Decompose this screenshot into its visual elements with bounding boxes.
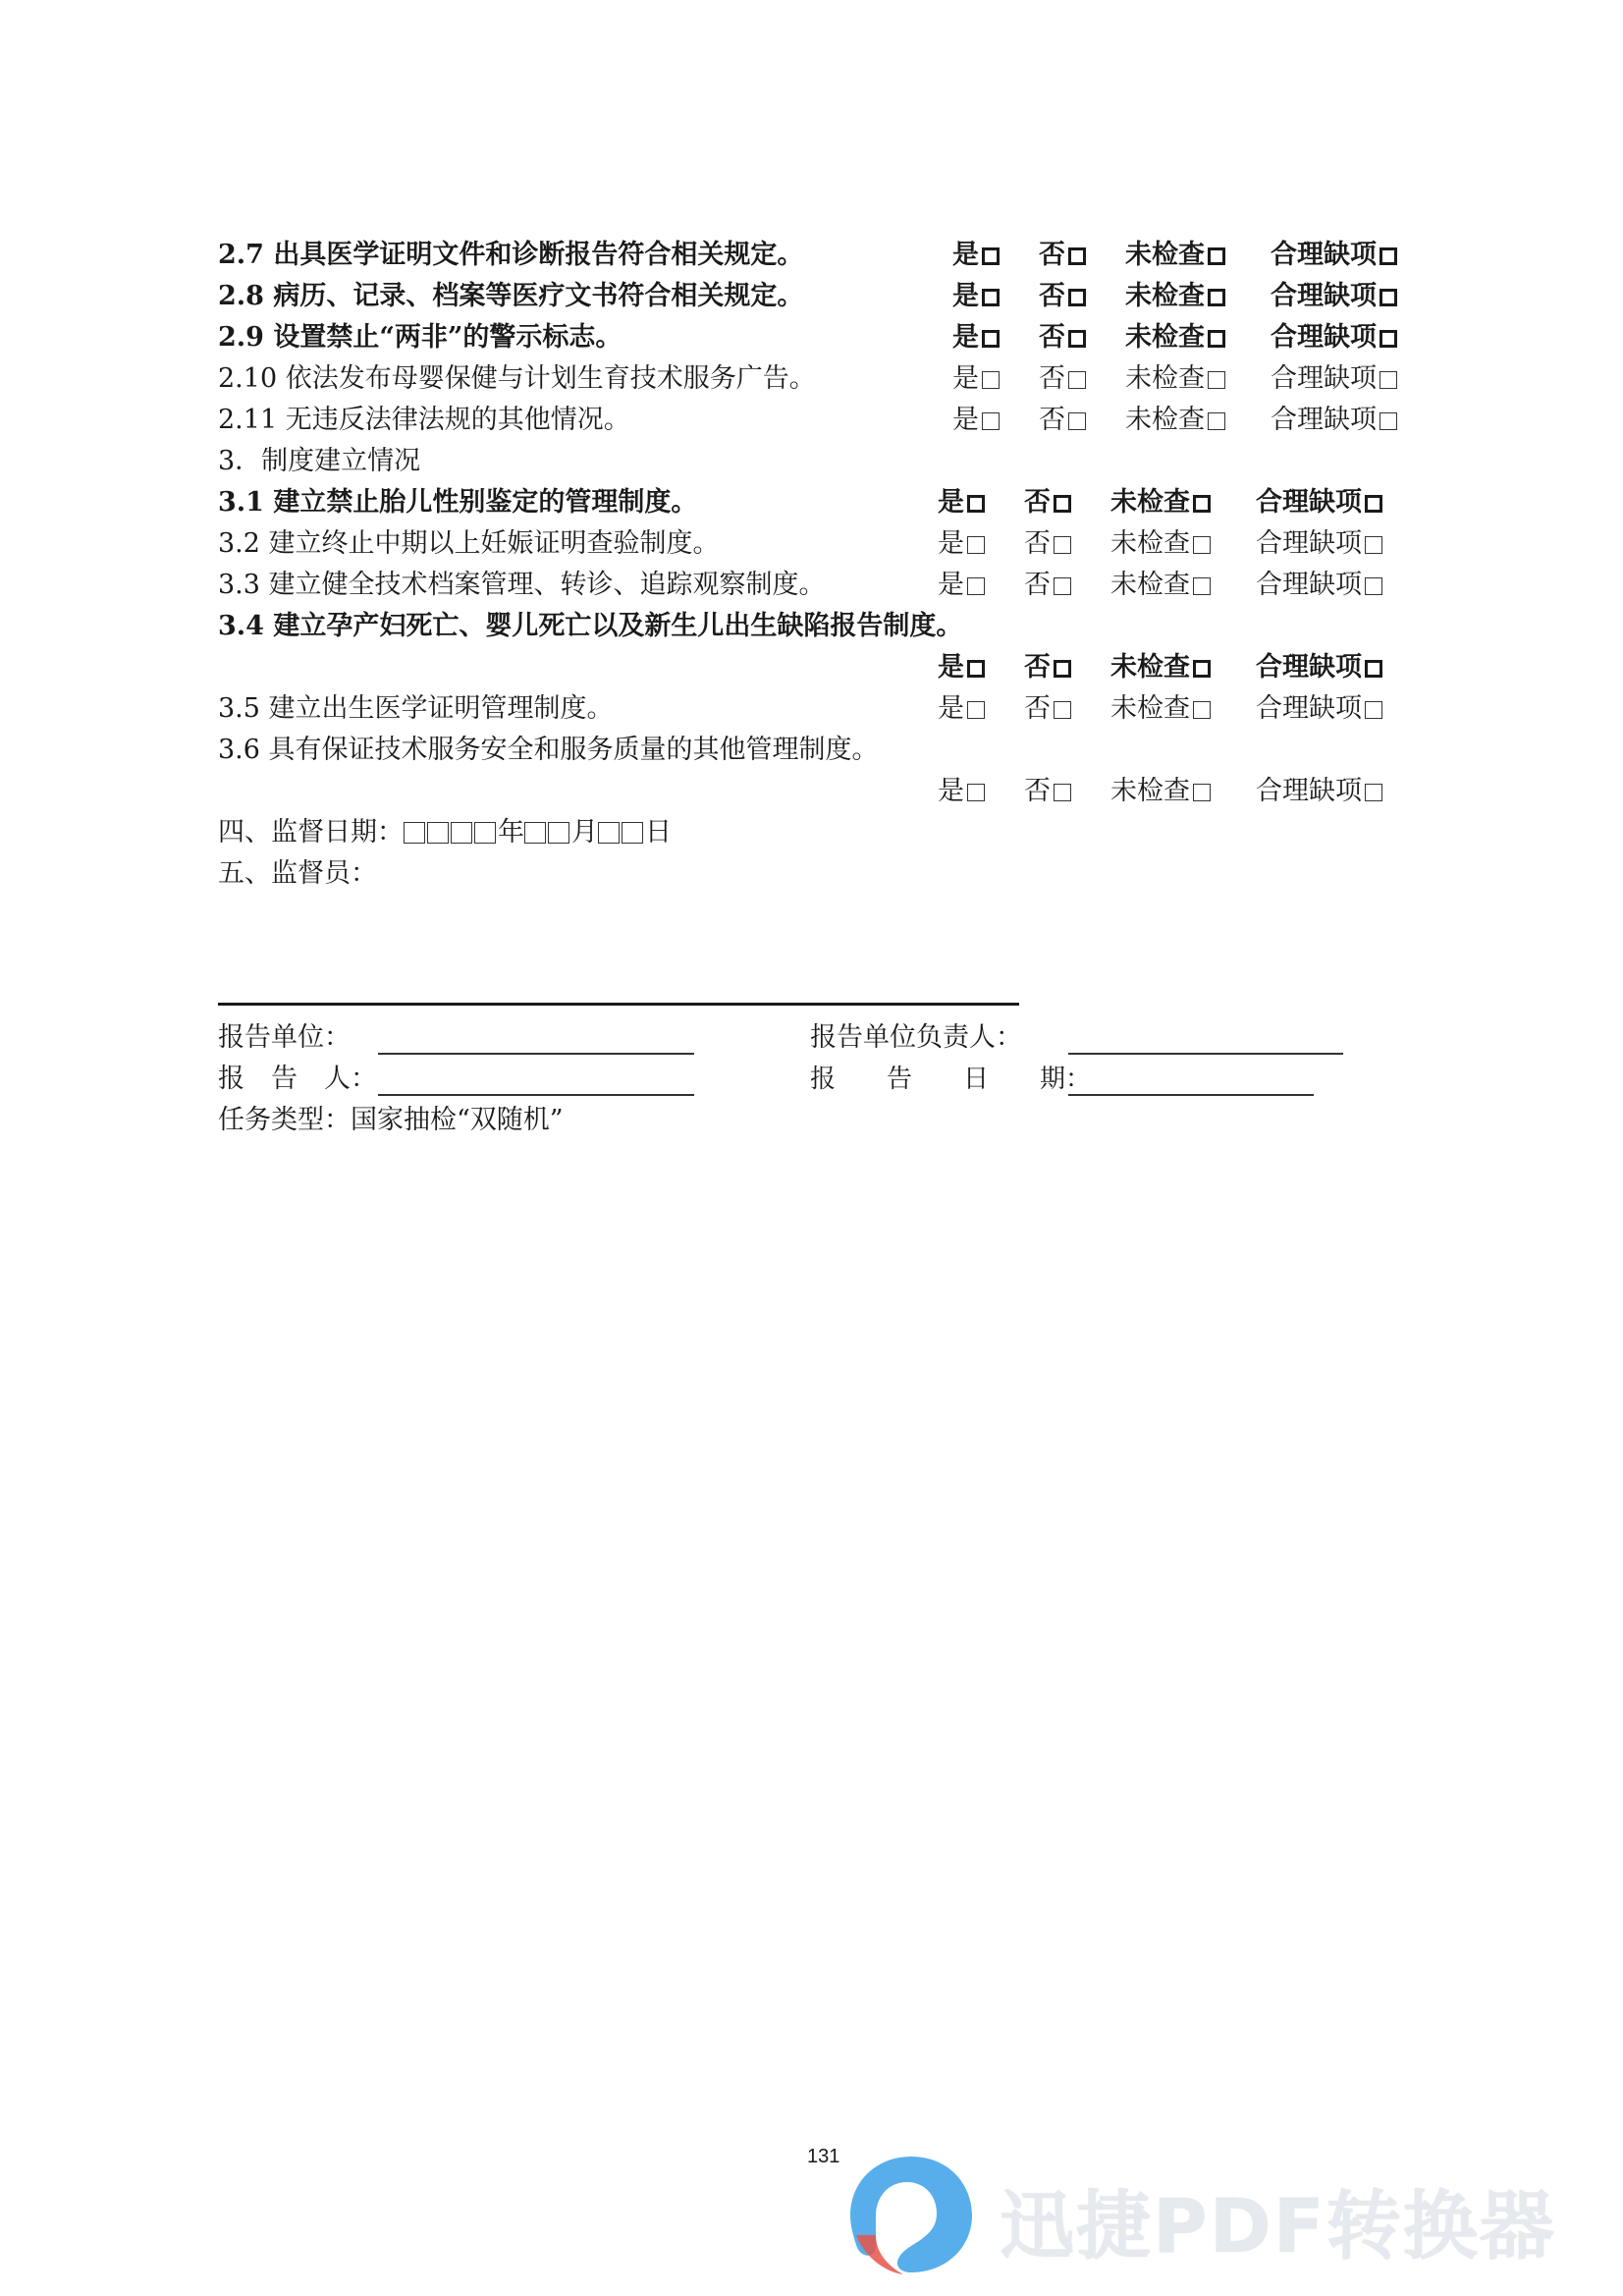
- unchecked-option[interactable]: 未检查: [1110, 772, 1211, 811]
- reasonable-missing-option[interactable]: 合理缺项: [1271, 277, 1397, 316]
- checkbox-icon[interactable]: [967, 495, 985, 513]
- item-3-4-text: 3.4 建立孕产妇死亡、婴儿死亡以及新生儿出生缺陷报告制度。: [218, 611, 963, 641]
- year-label: 年: [498, 817, 524, 847]
- unchecked-option[interactable]: 未检查: [1125, 236, 1225, 275]
- page-number: 131: [807, 2146, 840, 2167]
- unchecked-option[interactable]: 未检查: [1110, 483, 1211, 522]
- reasonable-missing-option[interactable]: 合理缺项: [1271, 236, 1397, 275]
- item-2-11-text: 2.11 无违反法律法规的其他情况。: [218, 405, 630, 435]
- checkbox-icon[interactable]: [1365, 701, 1382, 719]
- yes-option[interactable]: 是: [952, 359, 1000, 399]
- checkbox-icon[interactable]: [1380, 371, 1397, 389]
- checkbox-icon[interactable]: [982, 412, 1000, 430]
- no-option[interactable]: 否: [1024, 648, 1071, 687]
- year-input[interactable]: [404, 817, 498, 847]
- no-option[interactable]: 否: [1024, 483, 1071, 522]
- report-date-field[interactable]: [1068, 1094, 1314, 1096]
- checkbox-icon[interactable]: [967, 536, 985, 554]
- section-divider: [218, 1003, 1019, 1006]
- reporter-field[interactable]: [378, 1094, 694, 1096]
- item-3-6-text: 3.6 具有保证技术服务安全和服务质量的其他管理制度。: [218, 735, 879, 765]
- supervisor-label: 五、监督员：: [218, 858, 377, 889]
- checkbox-icon[interactable]: [1365, 536, 1382, 554]
- reasonable-missing-option[interactable]: 合理缺项: [1271, 359, 1397, 399]
- task-type-text: 任务类型：国家抽检“双随机”: [218, 1105, 564, 1135]
- yes-option[interactable]: 是: [938, 772, 985, 811]
- checkbox-icon[interactable]: [1193, 660, 1211, 678]
- checkbox-icon[interactable]: [1054, 701, 1071, 719]
- checkbox-icon[interactable]: [967, 660, 985, 678]
- report-unit-head-field[interactable]: [1068, 1053, 1343, 1055]
- checkbox-icon[interactable]: [1208, 247, 1225, 265]
- yes-option[interactable]: 是: [938, 689, 985, 729]
- section-3-heading: 3．制度建立情况: [218, 446, 421, 476]
- checkbox-icon[interactable]: [1068, 330, 1086, 348]
- no-option[interactable]: 否: [1024, 689, 1071, 729]
- supervision-date-row: [218, 813, 672, 852]
- checkbox-icon[interactable]: [967, 784, 985, 801]
- yes-option[interactable]: 是: [938, 648, 985, 687]
- checkbox-icon[interactable]: [1380, 289, 1397, 306]
- watermark-logo-icon: [842, 2149, 980, 2281]
- no-option[interactable]: 否: [1039, 401, 1086, 440]
- reporter-label: 报 告 人：: [218, 1064, 377, 1094]
- checkbox-icon[interactable]: [1208, 289, 1225, 306]
- checkbox-icon[interactable]: [1380, 412, 1397, 430]
- checkbox-icon[interactable]: [982, 289, 1000, 306]
- checkbox-icon[interactable]: [982, 371, 1000, 389]
- checkbox-icon[interactable]: [1068, 412, 1086, 430]
- no-option[interactable]: 否: [1024, 772, 1071, 811]
- no-option[interactable]: 否: [1024, 524, 1071, 564]
- unchecked-option[interactable]: 未检查: [1125, 318, 1225, 357]
- day-input[interactable]: [598, 817, 645, 847]
- unchecked-option[interactable]: 未检查: [1110, 648, 1211, 687]
- reasonable-missing-option[interactable]: 合理缺项: [1271, 401, 1397, 440]
- yes-option[interactable]: 是: [938, 524, 985, 564]
- item-3-3-text: 3.3 建立健全技术档案管理、转诊、追踪观察制度。: [218, 570, 826, 600]
- checkbox-icon[interactable]: [967, 701, 985, 719]
- checkbox-icon[interactable]: [982, 247, 1000, 265]
- checkbox-icon[interactable]: [1380, 330, 1397, 348]
- unchecked-option[interactable]: 未检查: [1110, 566, 1211, 605]
- watermark-text: 迅捷PDF转换器: [1000, 2182, 1556, 2269]
- supervision-date-label: 四、监督日期：: [218, 817, 404, 847]
- item-3-5-text: 3.5 建立出生医学证明管理制度。: [218, 693, 614, 724]
- report-date-label: 报 告 日 期：: [810, 1065, 1092, 1094]
- item-2-9-text: 2.9 设置禁止“两非”的警示标志。: [218, 322, 622, 353]
- reasonable-missing-option[interactable]: 合理缺项: [1256, 524, 1382, 564]
- day-label: 日: [645, 817, 672, 847]
- checkbox-icon[interactable]: [982, 330, 1000, 348]
- no-option[interactable]: 否: [1039, 318, 1086, 357]
- yes-option[interactable]: 是: [952, 277, 1000, 316]
- no-option[interactable]: 否: [1039, 359, 1086, 399]
- reasonable-missing-option[interactable]: 合理缺项: [1256, 483, 1382, 522]
- unchecked-option[interactable]: 未检查: [1125, 401, 1225, 440]
- no-option[interactable]: 否: [1024, 566, 1071, 605]
- checkbox-icon[interactable]: [1193, 495, 1211, 513]
- unchecked-option[interactable]: 未检查: [1110, 524, 1211, 564]
- reasonable-missing-option[interactable]: 合理缺项: [1271, 318, 1397, 357]
- unchecked-option[interactable]: 未检查: [1110, 689, 1211, 729]
- item-3-2-text: 3.2 建立终止中期以上妊娠证明查验制度。: [218, 528, 720, 559]
- checkbox-icon[interactable]: [1054, 495, 1071, 513]
- item-2-8-text: 2.8 病历、记录、档案等医疗文书符合相关规定。: [218, 281, 804, 311]
- no-option[interactable]: 否: [1039, 277, 1086, 316]
- checkbox-icon[interactable]: [1068, 247, 1086, 265]
- yes-option[interactable]: 是: [952, 318, 1000, 357]
- checkbox-icon[interactable]: [1193, 577, 1211, 595]
- checkbox-icon[interactable]: [1380, 247, 1397, 265]
- checkbox-icon[interactable]: [967, 577, 985, 595]
- unchecked-option[interactable]: 未检查: [1125, 277, 1225, 316]
- month-input[interactable]: [524, 817, 571, 847]
- checkbox-icon[interactable]: [1054, 784, 1071, 801]
- checkbox-icon[interactable]: [1208, 412, 1225, 430]
- report-unit-label: 报告单位：: [218, 1022, 351, 1053]
- yes-option[interactable]: 是: [938, 566, 985, 605]
- unchecked-option[interactable]: 未检查: [1125, 359, 1225, 399]
- checkbox-icon[interactable]: [1054, 536, 1071, 554]
- reasonable-missing-option[interactable]: 合理缺项: [1256, 772, 1382, 811]
- checkbox-icon[interactable]: [1068, 371, 1086, 389]
- reasonable-missing-option[interactable]: 合理缺项: [1256, 689, 1382, 729]
- no-option[interactable]: 否: [1039, 236, 1086, 275]
- checkbox-icon[interactable]: [1068, 289, 1086, 306]
- item-2-10-text: 2.10 依法发布母婴保健与计划生育技术服务广告。: [218, 363, 816, 394]
- report-unit-field[interactable]: [378, 1053, 694, 1055]
- reasonable-missing-option[interactable]: 合理缺项: [1256, 648, 1382, 687]
- checkbox-icon[interactable]: [1054, 577, 1071, 595]
- reasonable-missing-option[interactable]: 合理缺项: [1256, 566, 1382, 605]
- checkbox-icon[interactable]: [1365, 660, 1382, 678]
- checkbox-icon[interactable]: [1365, 495, 1382, 513]
- checkbox-icon[interactable]: [1193, 784, 1211, 801]
- month-label: 月: [571, 817, 598, 847]
- item-3-1-text: 3.1 建立禁止胎儿性别鉴定的管理制度。: [218, 487, 698, 518]
- yes-option[interactable]: 是: [952, 401, 1000, 440]
- yes-option[interactable]: 是: [952, 236, 1000, 275]
- checkbox-icon[interactable]: [1365, 784, 1382, 801]
- yes-option[interactable]: 是: [938, 483, 985, 522]
- checkbox-icon[interactable]: [1365, 577, 1382, 595]
- checkbox-icon[interactable]: [1208, 330, 1225, 348]
- watermark: [842, 2149, 1598, 2281]
- report-unit-head-label: 报告单位负责人：: [810, 1022, 1022, 1053]
- checkbox-icon[interactable]: [1193, 701, 1211, 719]
- item-2-7-text: 2.7 出具医学证明文件和诊断报告符合相关规定。: [218, 240, 804, 270]
- checkbox-icon[interactable]: [1054, 660, 1071, 678]
- checkbox-icon[interactable]: [1193, 536, 1211, 554]
- checkbox-icon[interactable]: [1208, 371, 1225, 389]
